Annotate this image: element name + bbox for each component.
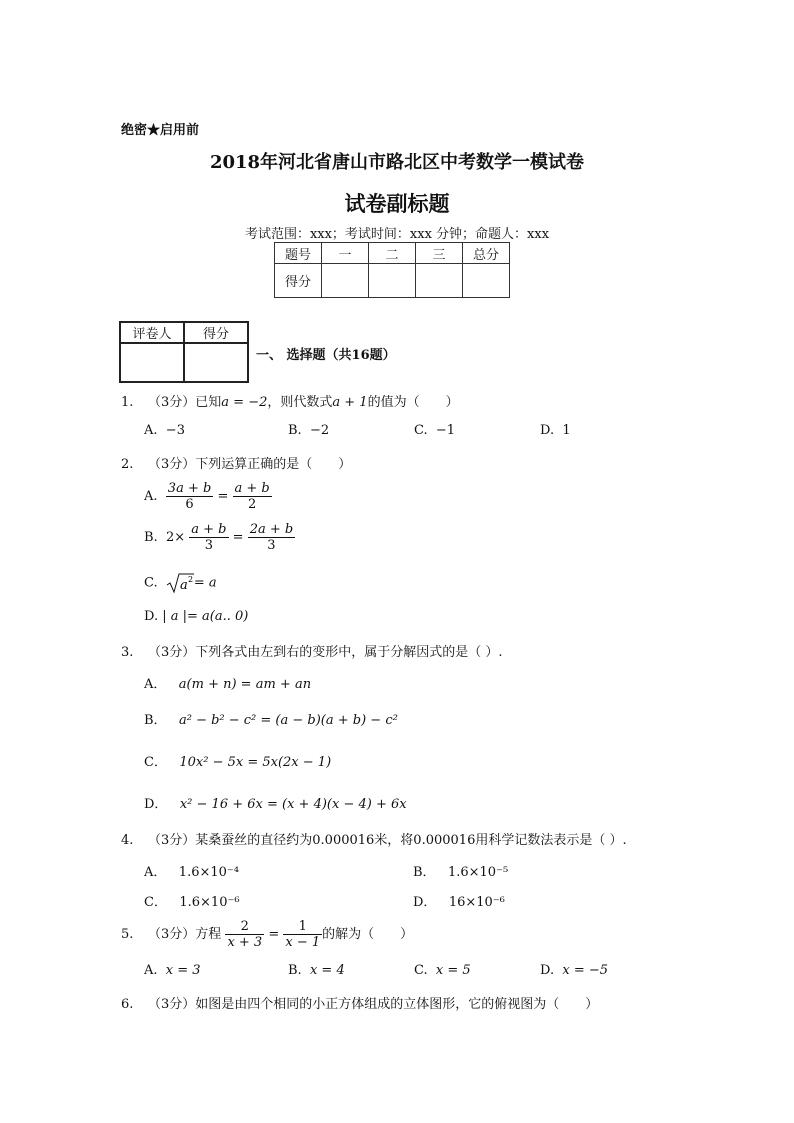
option-label: A. — [144, 963, 158, 978]
question-stem: 方程 — [195, 927, 222, 942]
question-number: 2. — [121, 457, 134, 472]
question-stem: 已知 — [195, 395, 222, 410]
question-points: （3分） — [148, 395, 196, 410]
question-1 — [121, 391, 459, 410]
option-b[interactable] — [288, 963, 345, 978]
option-label: B. — [288, 423, 302, 438]
option-label: D. — [540, 423, 555, 438]
math-expression: a² − b² − c² = (a − b)(a + b) − c² — [178, 713, 398, 728]
question-stem: ，则代数式 — [267, 395, 333, 410]
option-label: B． — [413, 865, 436, 880]
option-text: −2 — [309, 423, 330, 438]
option-a[interactable] — [144, 963, 201, 978]
fraction — [233, 481, 272, 512]
option-label: D． — [413, 895, 437, 910]
question-points: （3分） — [148, 457, 196, 472]
math-expression: x² − 16 + 6x = (x + 4)(x − 4) + 6x — [179, 797, 407, 812]
option-text: 1.6×10⁻⁵ — [447, 865, 509, 880]
option-label: C． — [144, 895, 167, 910]
exam-info: 考试范围：xxx；考试时间：xxx 分钟；命题人：xxx — [244, 227, 550, 242]
question-number: 3. — [121, 645, 134, 660]
score-header-cell: 二 — [369, 243, 416, 264]
denominator: 6 — [185, 497, 194, 512]
exam-subtitle: 试卷副标题 — [344, 191, 450, 216]
numerator: a + b — [234, 481, 270, 496]
option-label: D. — [144, 609, 159, 624]
question-points: （3分） — [148, 927, 196, 942]
question-4 — [121, 829, 627, 848]
denominator: 3 — [204, 538, 214, 553]
option-label: C． — [144, 755, 167, 770]
option-label: A． — [144, 865, 167, 880]
svg-text:2: 2 — [187, 575, 193, 584]
option-a[interactable]: A. $\frac{3a + b}{6}$ = $\frac{a + b}{2}$ — [144, 481, 270, 512]
option-text: 1.6×10⁻⁴ — [178, 865, 239, 880]
math-expression: x = 4 — [309, 963, 345, 978]
denominator: 3 — [267, 538, 276, 553]
option-label: B. — [288, 963, 302, 978]
option-a[interactable] — [144, 423, 185, 438]
fraction — [189, 522, 228, 553]
numerator: 2 — [225, 919, 264, 935]
numerator: 1 — [283, 919, 322, 935]
question-3 — [121, 641, 503, 660]
math-expression: 10x² − 5x = 5x(2x − 1) — [179, 755, 332, 770]
denominator: x + 3 — [227, 935, 263, 950]
numerator: 3a + b — [167, 481, 212, 496]
score-header-cell: 总分 — [463, 243, 510, 264]
question-5: 5. （3分）方程 $\frac{2}{x + 3}$ = $\frac{1}{x - 1}$ 的解为（ ） — [121, 919, 414, 950]
option-label: D. — [540, 963, 555, 978]
option-label: A． — [144, 677, 167, 692]
score-input-cell[interactable] — [322, 264, 369, 298]
math-expression: a + 1 — [332, 395, 368, 410]
option-c[interactable] — [144, 572, 217, 594]
question-number: 4. — [121, 833, 134, 848]
option-text: 16×10⁻⁶ — [448, 895, 505, 910]
fraction — [283, 919, 322, 950]
numerator: a + b — [191, 522, 227, 537]
math-expression: | a |= a(a.. 0) — [162, 609, 249, 624]
denominator: x − 1 — [285, 935, 321, 950]
grader-header-cell: 评卷人 — [120, 322, 184, 343]
question-stem: 某桑蚕丝的直径约为0.000016米，将0.000016用科学记数法表示是（ ）. — [195, 833, 627, 848]
top-secret-label: 绝密★启用前 — [121, 123, 200, 138]
score-header-cell: 题号 — [275, 243, 322, 264]
option-b[interactable]: B. 2× $\frac{a + b}{3}$ = $\frac{2a + b}{3}$ — [144, 522, 294, 553]
option-d[interactable] — [540, 963, 608, 978]
section-title: 一、 选择题（共16题） — [256, 348, 396, 363]
option-label: D． — [144, 797, 168, 812]
question-2 — [121, 453, 351, 472]
score-input-cell[interactable] — [463, 264, 510, 298]
option-a[interactable] — [144, 861, 239, 880]
grader-input-cell[interactable] — [120, 343, 184, 382]
option-b[interactable] — [413, 861, 508, 880]
question-stem: 的值为（ ） — [367, 395, 459, 410]
option-b[interactable] — [144, 709, 398, 728]
question-points: （3分） — [148, 833, 196, 848]
option-d[interactable] — [413, 891, 505, 910]
option-c[interactable] — [414, 423, 455, 438]
option-d[interactable] — [540, 423, 571, 438]
fraction — [248, 522, 296, 553]
question-number: 1. — [121, 395, 134, 410]
svg-text:a: a — [179, 578, 188, 593]
math-expression: 2× — [165, 530, 186, 545]
fraction — [225, 919, 264, 950]
math-expression: x = 5 — [435, 963, 471, 978]
option-a[interactable] — [144, 673, 311, 692]
numerator: 2a + b — [249, 522, 294, 537]
square-root-icon — [166, 572, 194, 594]
math-expression: x = −5 — [562, 963, 609, 978]
question-number: 5. — [121, 927, 134, 942]
grader-table — [119, 321, 249, 383]
grader-input-cell[interactable] — [184, 343, 248, 382]
exam-title: 2018年河北省唐山市路北区中考数学一模试卷 — [209, 152, 585, 173]
math-expression: a = −2 — [221, 395, 268, 410]
score-header-cell: 三 — [416, 243, 463, 264]
option-text: −3 — [165, 423, 185, 438]
score-row-label: 得分 — [275, 264, 322, 298]
math-expression: a(m + n) = am + an — [178, 677, 312, 692]
score-input-cell[interactable] — [369, 264, 416, 298]
option-label: B. — [144, 530, 158, 545]
question-number: 6. — [121, 997, 134, 1012]
question-stem: 如图是由四个相同的小正方体组成的立体图形，它的俯视图为（ ） — [195, 997, 599, 1012]
question-stem: 下列各式由左到右的变形中，属于分解因式的是（ ）. — [195, 645, 503, 660]
option-text: 1 — [562, 423, 571, 438]
math-expression: = a — [193, 575, 217, 591]
option-label: B． — [144, 713, 167, 728]
option-b[interactable] — [288, 423, 329, 438]
score-table — [274, 242, 510, 298]
option-c[interactable] — [414, 963, 471, 978]
question-6 — [121, 993, 598, 1012]
option-label: A. — [144, 423, 158, 438]
fraction — [166, 481, 214, 512]
option-c[interactable] — [144, 891, 240, 910]
option-text: 1.6×10⁻⁶ — [179, 895, 240, 910]
denominator: 2 — [247, 497, 257, 512]
option-label: A. — [144, 489, 158, 504]
question-points: （3分） — [148, 645, 196, 660]
option-d[interactable] — [144, 793, 407, 812]
score-input-cell[interactable] — [416, 264, 463, 298]
score-header-cell: 一 — [322, 243, 369, 264]
question-stem: 下列运算正确的是（ ） — [195, 457, 352, 472]
grader-header-cell: 得分 — [184, 322, 248, 343]
option-label: C. — [414, 963, 428, 978]
option-text: −1 — [435, 423, 456, 438]
option-label: C. — [414, 423, 428, 438]
question-stem: 的解为（ ） — [322, 927, 414, 942]
math-expression: x = 3 — [165, 963, 201, 978]
option-c[interactable] — [144, 751, 331, 770]
option-label: C. — [144, 575, 158, 591]
question-points: （3分） — [148, 997, 196, 1012]
option-d[interactable] — [144, 609, 248, 624]
